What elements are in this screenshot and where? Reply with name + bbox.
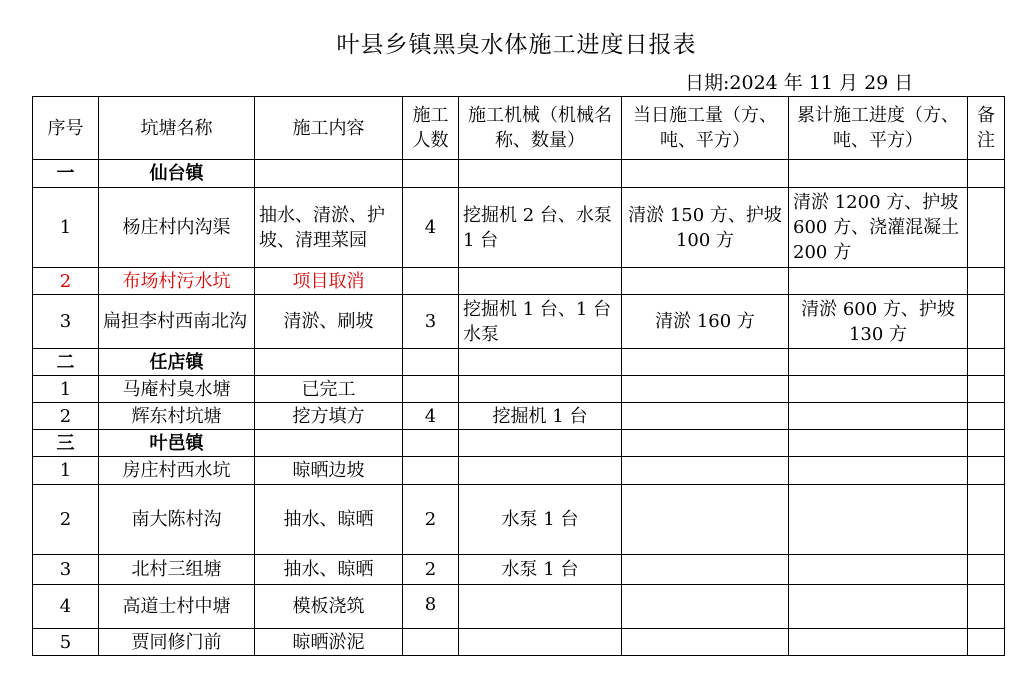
row-seq: 1: [33, 457, 99, 485]
row-remarks: [968, 295, 1005, 349]
row-cumulative: [789, 403, 968, 430]
row-machinery: 挖掘机 2 台、水泵 1 台: [459, 188, 622, 268]
row-cumulative: [789, 585, 968, 629]
row-content: 抽水、晾晒: [255, 555, 403, 585]
row-name: 马庵村臭水塘: [99, 376, 255, 403]
row-cumulative: [789, 629, 968, 656]
row-machinery: 水泵 1 台: [459, 555, 622, 585]
header-name: 坑塘名称: [99, 97, 255, 160]
row-seq: 3: [33, 555, 99, 585]
row-cumulative: 清淤 600 方、护坡 130 方: [789, 295, 968, 349]
row-workers: [403, 457, 459, 485]
row-seq: 2: [33, 485, 99, 555]
row-daily: [622, 629, 789, 656]
header-content: 施工内容: [255, 97, 403, 160]
row-workers: 8: [403, 585, 459, 629]
row-cumulative: [789, 268, 968, 295]
table-row: [33, 376, 1005, 403]
header-remarks: 备注: [968, 97, 1005, 160]
row-workers: 2: [403, 555, 459, 585]
row-machinery: [459, 376, 622, 403]
table-row: [33, 403, 1005, 430]
section-number: 二: [33, 349, 99, 376]
row-seq: 1: [33, 376, 99, 403]
row-content: 挖方填方: [255, 403, 403, 430]
row-cumulative: [789, 457, 968, 485]
row-remarks: [968, 457, 1005, 485]
row-daily: [622, 457, 789, 485]
row-seq: 1: [33, 188, 99, 268]
table-row: [33, 555, 1005, 585]
row-remarks: [968, 268, 1005, 295]
header-cumulative: 累计施工进度（方、吨、平方）: [789, 97, 968, 160]
row-workers: 2: [403, 485, 459, 555]
table-row: [33, 457, 1005, 485]
row-remarks: [968, 585, 1005, 629]
row-daily: [622, 376, 789, 403]
row-remarks: [968, 555, 1005, 585]
row-workers: [403, 376, 459, 403]
row-cumulative: [789, 485, 968, 555]
row-cumulative: 清淤 1200 方、护坡 600 方、浇灌混凝土 200 方: [789, 188, 968, 268]
row-machinery: 水泵 1 台: [459, 485, 622, 555]
header-workers: 施工人数: [403, 97, 459, 160]
row-remarks: [968, 629, 1005, 656]
row-content: 晾晒边坡: [255, 457, 403, 485]
row-content: 项目取消: [255, 268, 403, 295]
row-content: 晾晒淤泥: [255, 629, 403, 656]
section-row: [33, 430, 1005, 457]
row-name: 扁担李村西南北沟: [99, 295, 255, 349]
table-row: [33, 295, 1005, 349]
row-name: 南大陈村沟: [99, 485, 255, 555]
table-row: [33, 188, 1005, 268]
row-daily: [622, 585, 789, 629]
section-town: 任店镇: [99, 349, 255, 376]
section-town: 叶邑镇: [99, 430, 255, 457]
progress-table: [32, 96, 1005, 656]
row-workers: [403, 268, 459, 295]
row-machinery: [459, 585, 622, 629]
row-workers: 4: [403, 403, 459, 430]
row-name: 高道士村中塘: [99, 585, 255, 629]
row-machinery: [459, 268, 622, 295]
table-row: [33, 268, 1005, 295]
table-row: [33, 485, 1005, 555]
row-seq: 5: [33, 629, 99, 656]
section-number: 三: [33, 430, 99, 457]
section-town: 仙台镇: [99, 160, 255, 188]
row-seq: 2: [33, 403, 99, 430]
row-seq: 4: [33, 585, 99, 629]
row-content: 抽水、晾晒: [255, 485, 403, 555]
row-daily: 清淤 160 方: [622, 295, 789, 349]
header-row: [33, 97, 1005, 160]
row-daily: [622, 555, 789, 585]
row-seq: 3: [33, 295, 99, 349]
row-name: 布场村污水坑: [99, 268, 255, 295]
row-remarks: [968, 376, 1005, 403]
row-content: 模板浇筑: [255, 585, 403, 629]
row-name: 北村三组塘: [99, 555, 255, 585]
report-date: 日期:2024 年 11 月 29 日: [685, 72, 914, 94]
row-remarks: [968, 403, 1005, 430]
row-daily: [622, 403, 789, 430]
row-cumulative: [789, 376, 968, 403]
row-remarks: [968, 188, 1005, 268]
table-row: [33, 585, 1005, 629]
row-seq: 2: [33, 268, 99, 295]
section-row: [33, 349, 1005, 376]
row-machinery: [459, 457, 622, 485]
row-content: 清淤、刷坡: [255, 295, 403, 349]
row-workers: 3: [403, 295, 459, 349]
section-row: [33, 160, 1005, 188]
row-machinery: 挖掘机 1 台、1 台水泵: [459, 295, 622, 349]
table-row: [33, 629, 1005, 656]
row-content: 抽水、清淤、护坡、清理菜园: [255, 188, 403, 268]
row-remarks: [968, 485, 1005, 555]
row-name: 辉东村坑塘: [99, 403, 255, 430]
row-name: 贾同修门前: [99, 629, 255, 656]
row-content: 已完工: [255, 376, 403, 403]
row-machinery: 挖掘机 1 台: [459, 403, 622, 430]
row-machinery: [459, 629, 622, 656]
report-title: 叶县乡镇黑臭水体施工进度日报表: [336, 32, 697, 58]
row-cumulative: [789, 555, 968, 585]
row-daily: [622, 485, 789, 555]
row-workers: 4: [403, 188, 459, 268]
header-seq: 序号: [33, 97, 99, 160]
section-number: 一: [33, 160, 99, 188]
row-name: 房庄村西水坑: [99, 457, 255, 485]
header-machinery: 施工机械（机械名称、数量）: [459, 97, 622, 160]
row-daily: [622, 268, 789, 295]
row-name: 杨庄村内沟渠: [99, 188, 255, 268]
row-workers: [403, 629, 459, 656]
header-daily: 当日施工量（方、吨、平方）: [622, 97, 789, 160]
row-daily: 清淤 150 方、护坡 100 方: [622, 188, 789, 268]
